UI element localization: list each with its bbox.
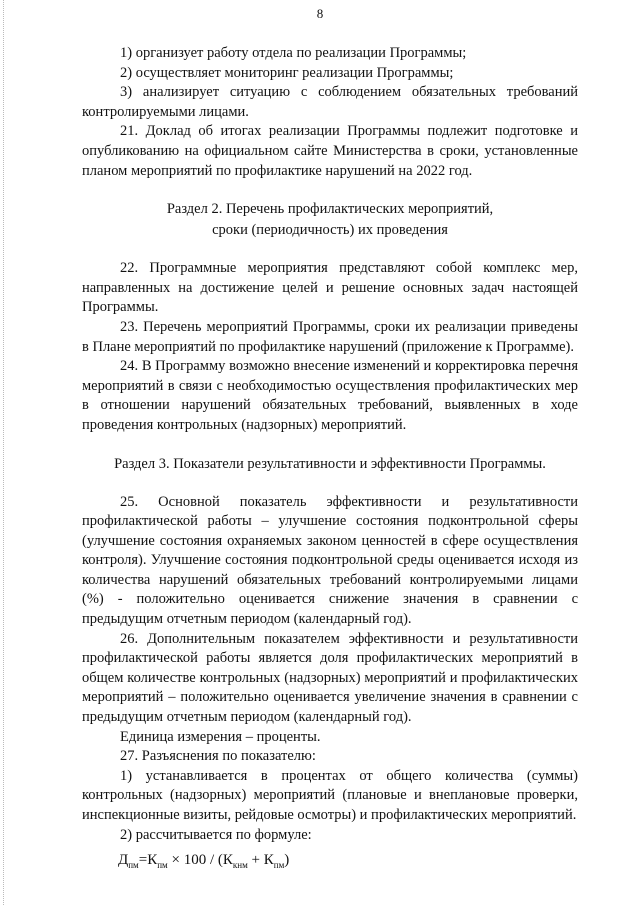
formula-plus: + bbox=[247, 852, 264, 869]
paragraph: 22. Программные мероприятия представляют собой комплекс мер, направленных на достижение целей и решение основных задач настоящей Программы. bbox=[82, 260, 578, 316]
section-2-title-line1: Раздел 2. Перечень профилактических мероприятий, bbox=[166, 201, 494, 218]
formula-mult: × 100 / ( bbox=[167, 852, 223, 869]
paragraph: 25. Основной показатель эффективности и результативности профилактической работы – улучшение состояния подконтрольной сферы (улучшение состояния охраняемых законом ценностей в сфере осуществления контроля). Улучшение состояния подконтрольной среды оценивается исходя из количества нарушений обязательных требований контролируемыми лицами (%) - положительно оценивается снижение значения в сравнении с предыдущим отчетным периодом (календарный год). bbox=[82, 493, 578, 628]
paragraph: 2) осуществляет мониторинг реализации Программы; bbox=[120, 64, 454, 81]
paragraph: Единица измерения – проценты. bbox=[120, 728, 321, 745]
formula-close: ) bbox=[284, 852, 290, 869]
section-3-heading: Раздел 3. Показатели результативности и эффективности Программы. bbox=[114, 455, 546, 472]
paragraph: 1) организует работу отдела по реализации Программы; bbox=[120, 45, 467, 61]
formula-k3-sub: пм bbox=[273, 860, 285, 871]
formula bbox=[82, 851, 578, 876]
paragraph: 23. Перечень мероприятий Программы, сроки их реализации приведены в Плане мероприятий по профилактике нарушений (приложение к Программе). bbox=[82, 318, 578, 355]
formula-lhs-sub: пм bbox=[128, 860, 139, 871]
paragraph: 26. Дополнительным показателем эффективности и результативности профилактической работы является доля профилактических мероприятий в общем количестве контрольных (надзорных) мероприятий и профилактических мероприятий – положительно оценивается увеличение значения в сравнении с предыдущим отчетным периодом (календарный год). bbox=[82, 630, 578, 726]
paragraph: 3) анализирует ситуацию с соблюдением обязательных требований контролируемыми лицами. bbox=[82, 84, 578, 120]
section-2-heading bbox=[82, 199, 578, 241]
page-number: 8 bbox=[316, 6, 324, 21]
document-body bbox=[82, 44, 578, 876]
formula-k1: К bbox=[147, 852, 158, 869]
formula-k2: К bbox=[222, 852, 233, 869]
formula-eq: = bbox=[138, 852, 148, 869]
paragraph: 21. Доклад об итогах реализации Программы подлежит подготовке и опубликованию на официальном сайте Министерства в сроки, установленные планом мероприятий по профилактике нарушений на 2022 год. bbox=[82, 123, 578, 179]
paragraph: 1) устанавливается в процентах от общего количества (суммы) контрольных (надзорных) мероприятий (плановые и внеплановые проверки, инспекционные визиты, рейдовые осмотры) и профилактических мероприятий. bbox=[82, 767, 578, 823]
formula-k2-sub: кнм bbox=[232, 860, 248, 871]
paragraph: 24. В Программу возможно внесение изменений и корректировка перечня мероприятий в связи с необходимостью осуществления профилактических мер в отношении нарушений обязательных требований, выявленных в ходе проведения контрольных (надзорных) мероприятий. bbox=[82, 358, 578, 433]
paragraph: 27. Разъяснения по показателю: bbox=[120, 748, 316, 765]
paragraph: 2) рассчитывается по формуле: bbox=[120, 826, 312, 843]
formula-k3: К bbox=[263, 852, 274, 869]
page-edge bbox=[3, 0, 5, 905]
formula-k1-sub: пм bbox=[157, 860, 168, 871]
formula-lhs: Д bbox=[118, 852, 129, 869]
section-2-title-line2: сроки (периодичность) их проведения bbox=[212, 222, 448, 239]
